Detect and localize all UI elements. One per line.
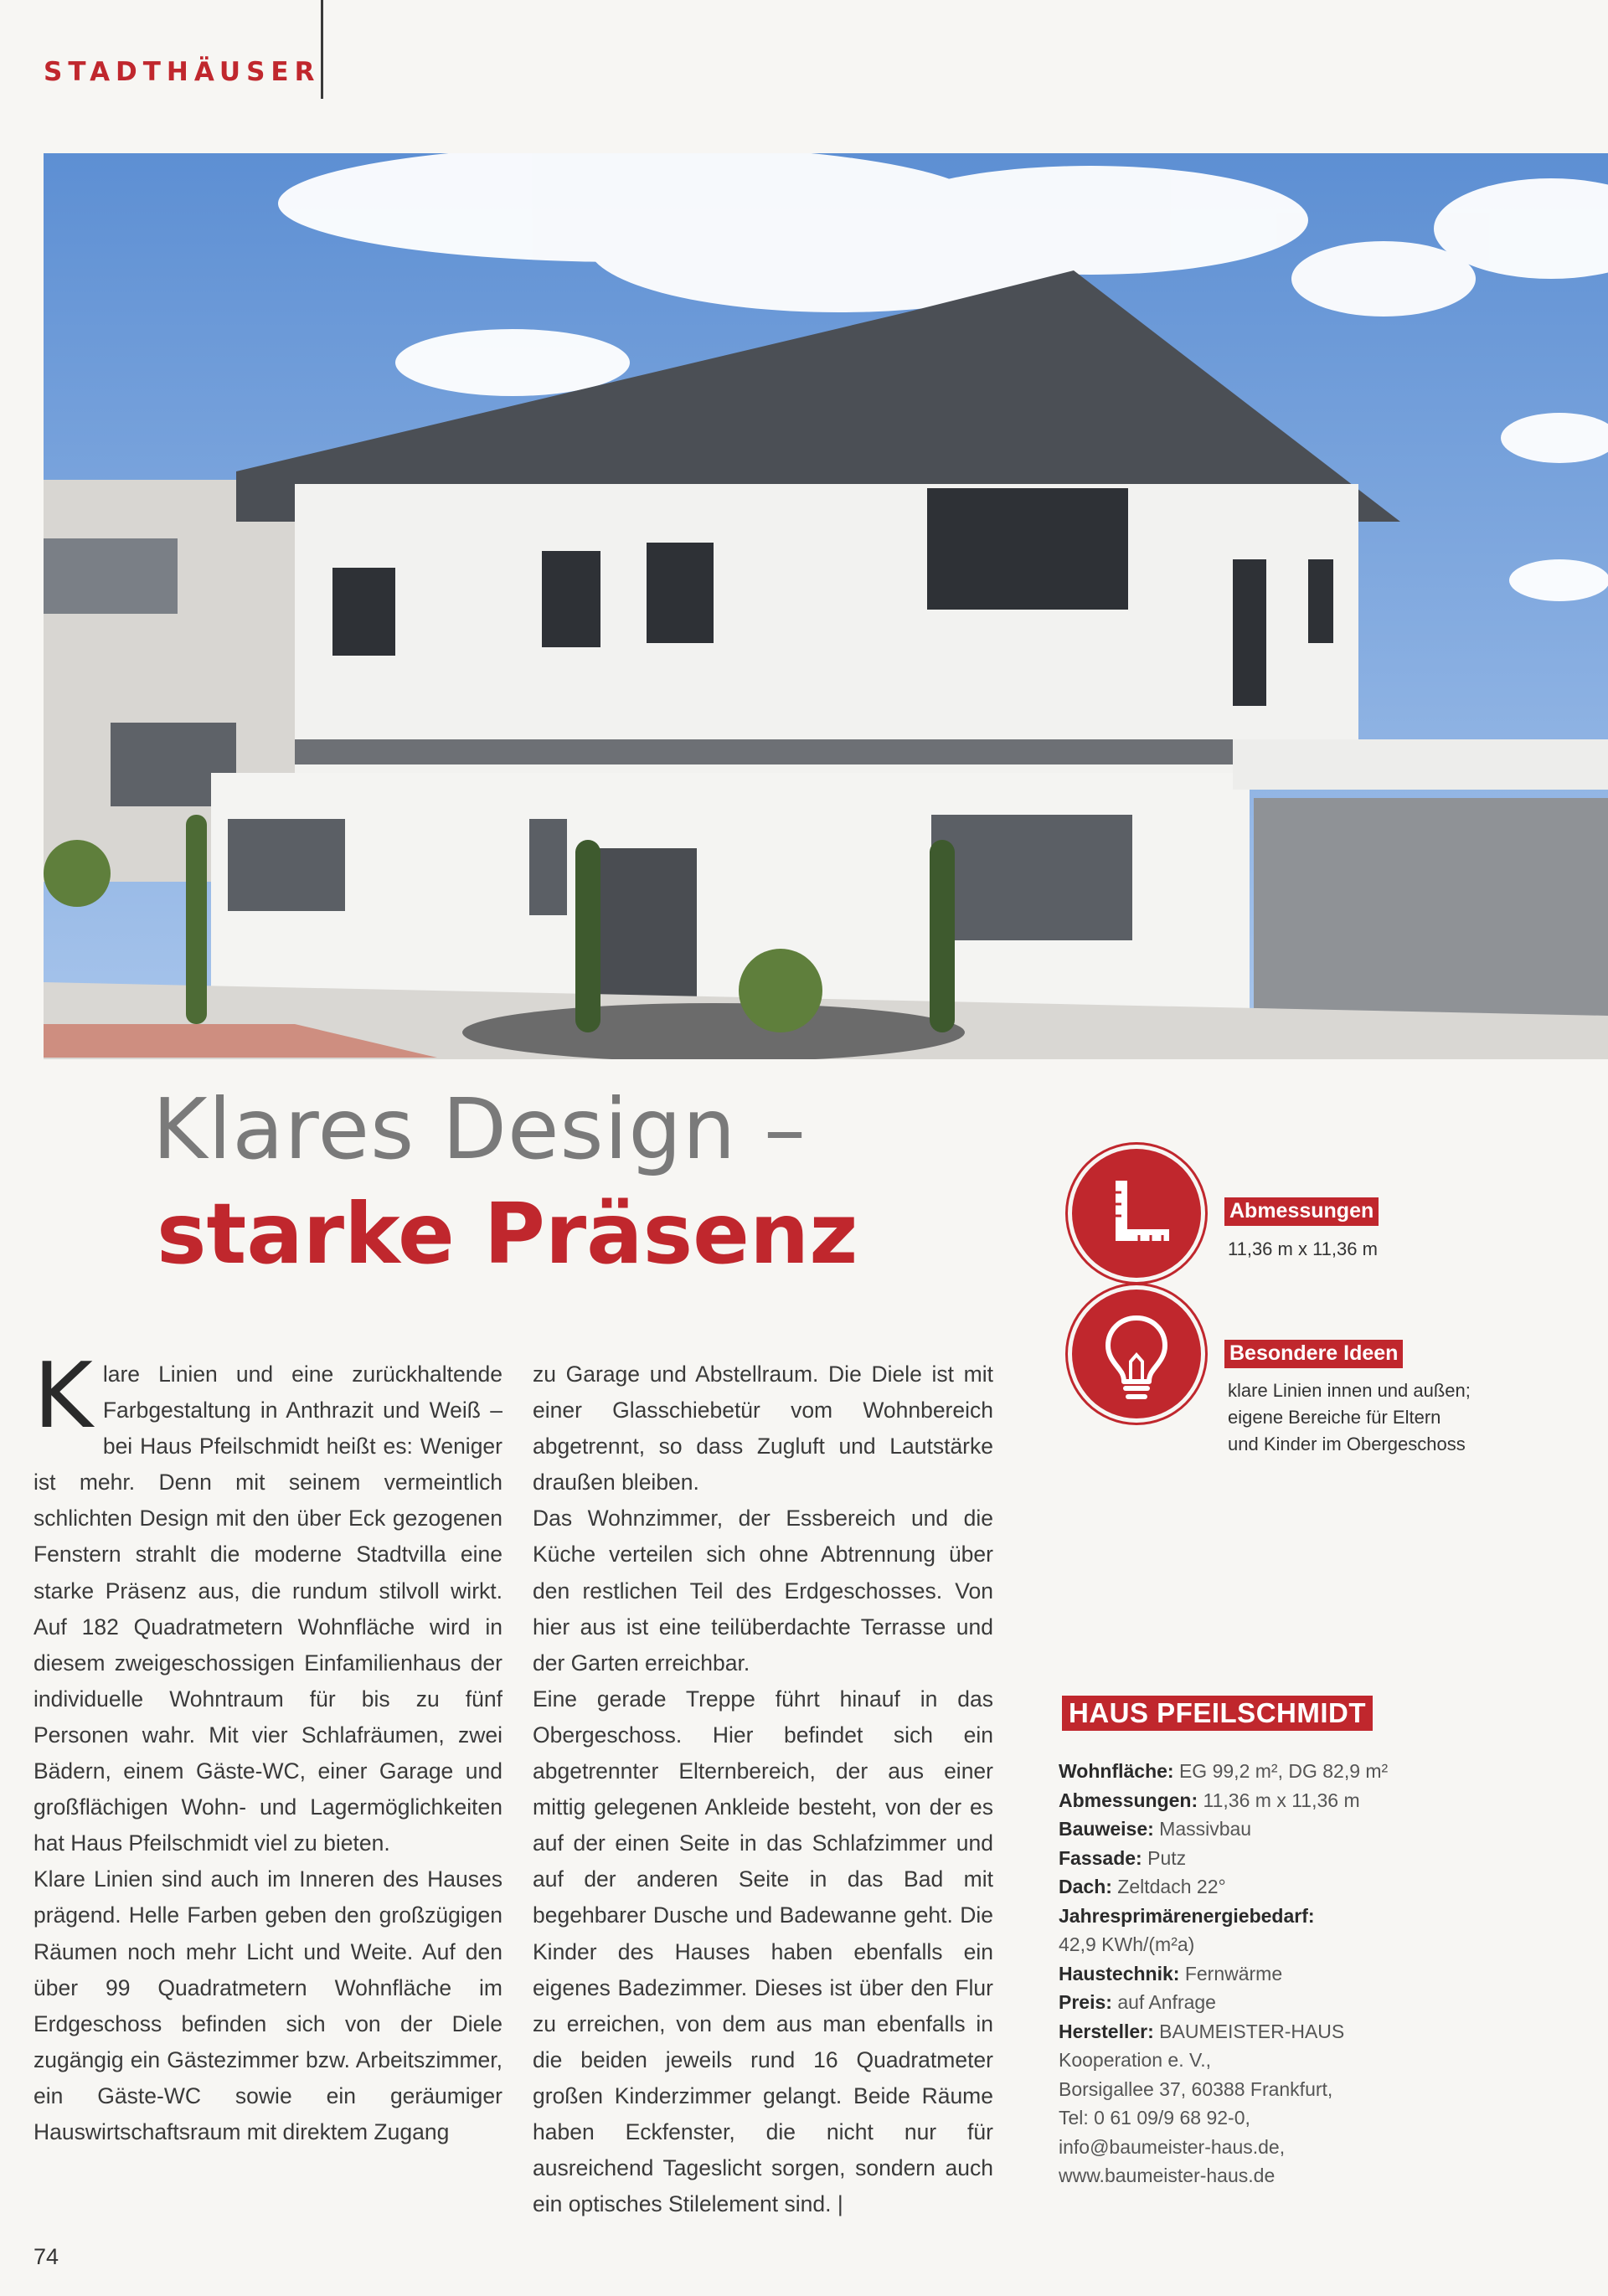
ruler-square-icon bbox=[1072, 1149, 1201, 1278]
fact-row: www.baumeister-haus.de bbox=[1059, 2165, 1276, 2186]
article-paragraph: Klare Linien sind auch im Inneren des Hauses prägend. Helle Farben geben den großzügigen Räumen noch mehr Licht und Weite. Auf den über 99 Quadratmetern Wohnfläche im Erdgeschoss befinden sich von der Diele zugängig ein Gästezimmer bzw. Arbeitszimmer, ein Gäste-WC sowie ein geräumiger Hauswirtschaftsraum mit direktem Zugang bbox=[34, 1866, 502, 2144]
ideas-line: klare Linien innen und außen; bbox=[1228, 1380, 1471, 1401]
fact-row: Preis: auf Anfrage bbox=[1059, 1991, 1216, 2013]
fact-row: Dach: Zeltdach 22° bbox=[1059, 1876, 1226, 1897]
fact-row: 42,9 KWh/(m²a) bbox=[1059, 1933, 1195, 1955]
ideas-line: und Kinder im Obergeschoss bbox=[1228, 1434, 1466, 1454]
section-label: STADTHÄUSER bbox=[44, 57, 321, 87]
fact-row: Haustechnik: Fernwärme bbox=[1059, 1962, 1283, 1985]
ideas-label: Besondere Ideen bbox=[1224, 1340, 1403, 1368]
fact-row: Fassade: Putz bbox=[1059, 1846, 1187, 1869]
house-photo bbox=[44, 153, 1608, 1059]
article-paragraph: Eine gerade Treppe führt hinauf in das Obergeschoss. Hier befindet sich ein abgetrennter Elternbereich, der aus einer mittig gelegenen Ankleide besteht, von der es auf der einen Seite in das Schlafzimmer und auf der anderen Seite in das Bad mit begehbarer Dusche und Badewanne geht. Die Kinder des Hauses haben ebenfalls ein eigenes Badezimmer. Dieses ist über den Flur zu erreichen, von dem aus man ebenfalls in die beiden jeweils rund 16 Quadratmeter großen Kinderzimmer gelangt. Beide Räume haben Eckfenster, die nicht nur für ausreichend Tageslicht sorgen, sondern auch ein optisches Stilelement sind. | bbox=[533, 1686, 993, 2217]
article-column-2 bbox=[533, 1356, 993, 2222]
headline-line-2: starke Präsenz bbox=[157, 1185, 858, 1283]
fact-row: Kooperation e. V., bbox=[1059, 2049, 1212, 2071]
article-paragraph: Klare Linien und eine zurückhaltende Farbgestaltung in Anthrazit und Weiß – bei Haus Pfeilschmidt heißt es: Weniger ist mehr. Denn mit seinem vermeintlich schlichten Design mit den über Eck gezogenen Fenstern strahlt die moderne Stadtvilla eine starke Präsenz aus, die rundum stilvoll wirkt. Auf 182 Quadratmetern Wohnfläche wird in diesem zweigeschossigen Einfamilienhaus der individuelle Wohntraum für bis zu fünf Personen wahr. Mit vier Schlafräumen, zwei Bädern, einem Gäste-WC, einer Garage und großflächigen Wohn- und Lagermöglichkeiten hat Haus Pfeilschmidt viel zu bieten. bbox=[34, 1344, 502, 1856]
fact-row: info@baumeister-haus.de, bbox=[1059, 2135, 1286, 2158]
light-bulb-icon bbox=[1072, 1290, 1201, 1418]
fact-row: Wohnfläche: EG 99,2 m², DG 82,9 m² bbox=[1059, 1760, 1389, 1782]
ideas-line: eigene Bereiche für Eltern bbox=[1228, 1407, 1441, 1428]
page-number: 74 bbox=[34, 2244, 59, 2269]
fact-box-title: HAUS PFEILSCHMIDT bbox=[1062, 1696, 1373, 1731]
fact-row: Abmessungen: 11,36 m x 11,36 m bbox=[1059, 1789, 1360, 1811]
headline-line-1: Klares Design – bbox=[152, 1080, 807, 1178]
article-paragraph: zu Garage und Abstellraum. Die Diele ist mit einer Glasschiebetür vom Wohnbereich abgetrennt, so dass Zugluft und Lautstärke draußen bleiben. bbox=[533, 1362, 993, 1495]
fact-row: Bauweise: Massivbau bbox=[1059, 1818, 1252, 1840]
fact-row: Tel: 0 61 09/9 68 92-0, bbox=[1059, 2107, 1250, 2129]
fact-row: Jahresprimärenergiebedarf: bbox=[1059, 1904, 1315, 1927]
drop-cap: K bbox=[34, 1344, 93, 1449]
dimensions-label: Abmessungen bbox=[1224, 1197, 1379, 1226]
dimensions-value: 11,36 m x 11,36 m bbox=[1228, 1238, 1378, 1259]
article-paragraph: Das Wohnzimmer, der Essbereich und die Küche verteilen sich ohne Abtrennung über den restlichen Teil des Erdgeschosses. Von hier aus ist eine teilüberdachte Terrasse und der Garten erreichbar. bbox=[533, 1506, 993, 1676]
fact-row: Hersteller: BAUMEISTER-HAUS bbox=[1059, 2020, 1345, 2042]
fact-row: Borsigallee 37, 60388 Frankfurt, bbox=[1059, 2077, 1333, 2100]
fact-box bbox=[1059, 1757, 1528, 2190]
article-column-1 bbox=[34, 1344, 502, 2150]
section-divider bbox=[321, 0, 323, 99]
